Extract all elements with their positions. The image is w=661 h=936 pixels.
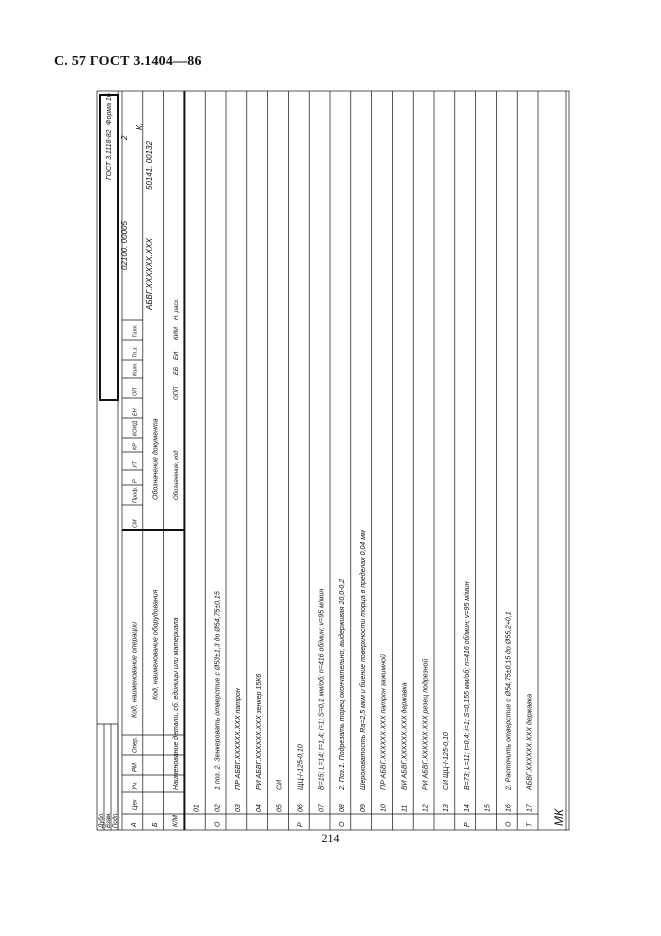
row-letter: Р <box>463 822 471 827</box>
row-text: ВИ АБВГ.XXXXXX.XXX державка <box>401 682 409 790</box>
row-number: 10 <box>380 804 388 812</box>
outer-frame <box>97 91 569 830</box>
stub-label: Дубл. <box>99 812 105 828</box>
row-number: 16 <box>505 804 513 812</box>
row-letter: А <box>131 822 139 827</box>
form-grid-lines <box>97 91 566 830</box>
col-detail: Наименование детали, сб. единицы или материала <box>173 617 181 790</box>
row-number: 05 <box>276 804 284 812</box>
mk-mark: МК <box>552 808 566 826</box>
row-letter: К/М <box>172 815 180 827</box>
col-label-right: Тшт. <box>132 324 139 338</box>
row-text: РИ АБВГ.XXXXXX.XXX зенкер 15К6 <box>255 673 263 790</box>
col-label-right: КР <box>132 443 139 450</box>
row-number: 07 <box>318 804 326 812</box>
col-label-right: КОИД <box>132 420 139 436</box>
row-text: СИ <box>276 779 284 790</box>
col-label-right: ОП <box>132 387 139 396</box>
row-letter: О <box>505 821 513 827</box>
row-text: ПР АБВГ.XXXXXX.XXX патрон <box>235 688 243 790</box>
row-number: 08 <box>339 804 347 812</box>
row-number: 12 <box>422 804 430 812</box>
row-number: 06 <box>297 804 305 812</box>
col-ceh: Цех <box>132 799 139 810</box>
row-number: 02 <box>214 804 222 812</box>
row-text: 2. Поз.1. Подрезать торец окончательно, выдерживая 20,0-0,2 <box>339 578 347 790</box>
stub-label: Подп. <box>113 812 119 828</box>
col-ei: ЕИ <box>174 351 181 360</box>
col-label-right: Тп.з. <box>132 346 139 358</box>
k-mark: К. <box>135 123 144 130</box>
gost-label: ГОСТ 3.1118-82 <box>106 129 113 180</box>
row-text: СИ ЩЦ-I-125-0,10 <box>443 732 451 790</box>
col-kod-oper: Код, наименование операции <box>131 621 139 718</box>
row-number: 17 <box>526 804 534 812</box>
page-number: 214 <box>321 831 340 845</box>
row-number: 15 <box>484 804 492 812</box>
page-header: С. 57 ГОСТ 3.1404—86 <box>54 54 202 69</box>
row-text: 2. Расточить отверстие с Ø54,75±0,15 до Ø55,2+0,1 <box>505 611 513 790</box>
col-obozn-doc: Обозначение документа <box>152 418 160 500</box>
col-kim: КИМ <box>174 327 181 340</box>
row-number: 03 <box>235 804 243 812</box>
row-letter: О <box>214 821 222 827</box>
row-letter: О <box>339 821 347 827</box>
form-frame <box>97 91 569 830</box>
col-label-right: Кшт. <box>132 362 139 376</box>
stub-label: Взам. <box>106 812 112 828</box>
col-label-right: Проф. <box>132 486 139 503</box>
col-uch: Уч. <box>132 781 139 790</box>
col-label-right: СМ <box>132 519 139 528</box>
col-nrash: Н. расх. <box>174 298 181 320</box>
row-number: 13 <box>443 804 451 812</box>
row-text: В=15; L=14; t=1,4; i=1; S=0,1 мм/об; n=416 об/мин; v=95 м/мин <box>318 588 326 790</box>
col-label-right: ЕН <box>132 408 139 416</box>
row-text: ПР АБВГ.XXXXXX.XXX патрон зажимной <box>380 654 388 790</box>
form-no: Форма 1б <box>106 93 113 125</box>
col-ev: ЕВ <box>174 366 181 375</box>
row-text: ЩЦ-I-125-0,10 <box>297 744 305 790</box>
doc-code-1: 02100. 00005 <box>120 221 129 270</box>
row-text: Шероховатость Ra=2,5 мкм и биение поверхности торца в пределах 0,04 мм <box>359 530 367 790</box>
col-obozn-kod: Обозначение, код <box>174 450 181 500</box>
row-number: 14 <box>463 804 471 812</box>
row-letter: Т <box>526 822 534 827</box>
row-number: 04 <box>255 804 263 812</box>
row-text: РИ АБВГ.XXXXXX.XXX резец подрезной <box>422 658 430 790</box>
doc-code-2: 50141. 00132 <box>145 141 154 190</box>
col-rm: РМ <box>132 763 139 772</box>
row-text: В=73; L=11; t=0,4; i=1; S=0,155 мм/об; n=416 об/мин; v=95 м/мин <box>463 581 471 790</box>
col-opp: ОПП <box>174 386 181 400</box>
sheet-no: 2 <box>120 135 129 140</box>
row-number: 11 <box>401 804 409 812</box>
row-number: 01 <box>193 804 201 812</box>
rotated-form-content <box>97 91 566 830</box>
row-text: АБВГ.XXXXXX.XXX державка <box>526 694 534 790</box>
row-number: 09 <box>359 804 367 812</box>
row-letter: Р <box>297 822 305 827</box>
col-oper: Опер. <box>132 736 139 753</box>
form-texts <box>99 92 566 829</box>
row-text: 1 поз. 2. Зенкеровать отверстие с Ø53±1,3 до Ø54,75±0,15 <box>214 591 222 790</box>
col-oborud: Код, наименование оборудования <box>152 589 160 700</box>
col-label-right: Р <box>132 479 139 483</box>
doc-designation: АБВГ.ХХХХХХ.ХХХ <box>145 238 154 310</box>
row-letter: Б <box>151 822 159 827</box>
col-label-right: УТ <box>132 461 139 468</box>
